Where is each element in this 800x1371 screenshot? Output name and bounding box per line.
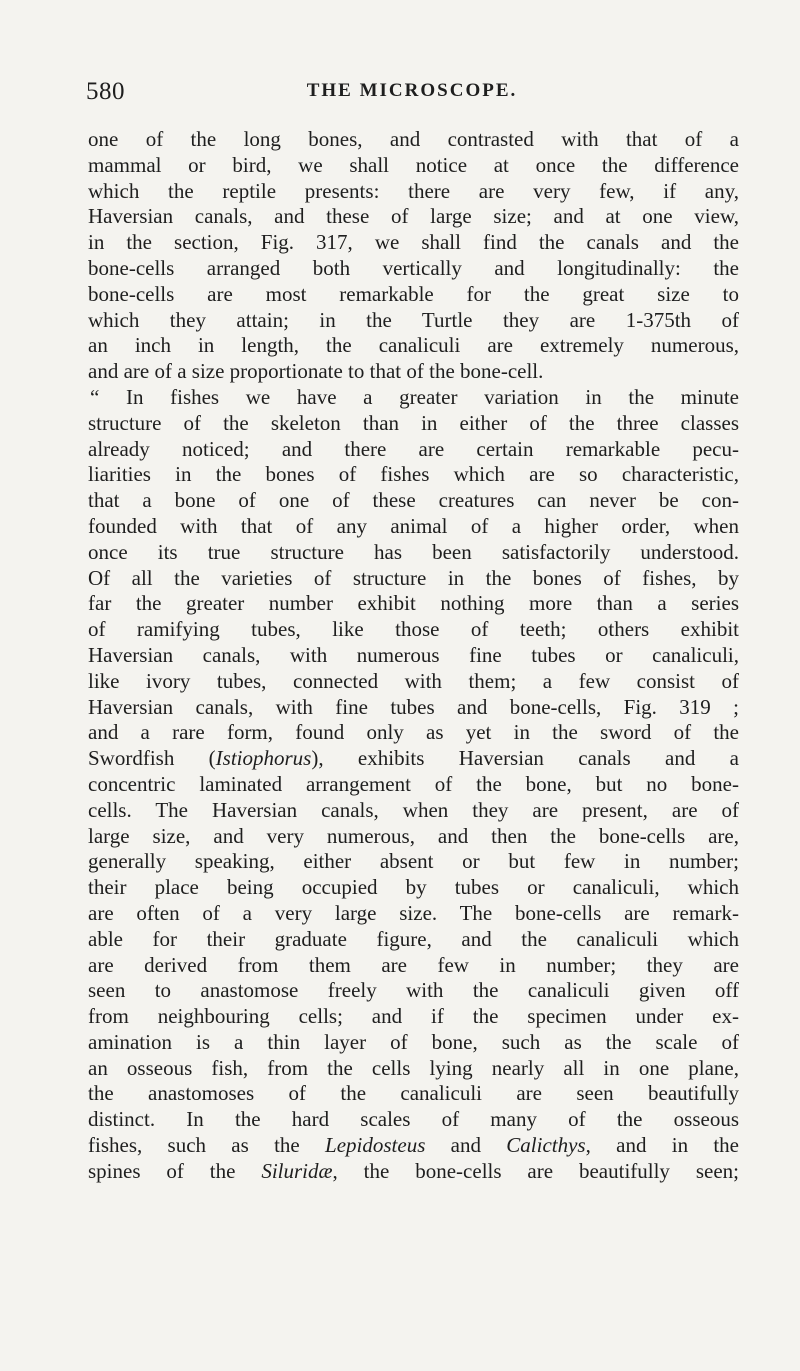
text-segment: fishes, such as the [88,1133,326,1158]
text-line: “ In fishes we have a greater variation in the minute [90,384,739,409]
text-line: structure of the skeleton than in either of the three classes [88,410,739,435]
text-line: an inch in length, the canaliculi are extremely numerous, [88,333,739,358]
text-line: an osseous fish, from the cells lying nearly all in one plane, [88,1055,739,1080]
italic-term-istiophorus: Istiophorus [215,746,312,771]
text-line: that a bone of one of these creatures can never be con- [88,488,739,513]
text-segment: , the bone-cells are beautifully seen; [332,1158,739,1183]
text-line: from neighbouring cells; and if the specimen under ex- [88,1004,739,1029]
text-line: generally speaking, either absent or but few in number; [88,849,739,874]
text-line: bone-cells arranged both vertically and longitudinally: the [88,255,739,280]
text-line: of ramifying tubes, like those of teeth; others exhibit [88,617,739,642]
text-segment: and [425,1133,507,1158]
running-title: THE MICROSCOPE. [306,80,518,101]
text-line: large size, and very numerous, and then the bone-cells are, [88,823,739,848]
text-segment: spines of the [88,1158,262,1183]
page-number: 580 [86,78,125,105]
text-line-with-italic [88,1159,739,1185]
text-line: and a rare form, found only as yet in the sword of the [88,720,739,745]
text-line: already noticed; and there are certain remarkable pecu- [88,436,739,461]
text-line: mammal or bird, we shall notice at once the difference [88,152,739,177]
text-line: Haversian canals, with numerous fine tubes or canaliculi, [88,642,739,667]
text-line-with-italic [88,746,739,772]
text-line: founded with that of any animal of a higher order, when [88,513,739,538]
text-line: like ivory tubes, connected with them; a few consist of [88,668,739,693]
text-line: their place being occupied by tubes or canaliculi, which [88,875,739,900]
text-line: and are of a size proportionate to that of the bone-cell. [88,359,544,384]
text-line: concentric laminated arrangement of the bone, but no bone- [88,771,739,796]
text-line: which the reptile presents: there are very few, if any, [88,178,739,203]
text-segment: ), exhibits Haversian canals and a [311,746,739,771]
text-segment: , and in the [585,1133,740,1158]
text-line: far the greater number exhibit nothing more than a series [88,591,739,616]
text-segment: Swordfish ( [88,746,216,771]
text-line: one of the long bones, and contrasted with that of a [88,127,739,151]
text-line: Of all the varieties of structure in the bones of fishes, by [88,565,739,590]
text-line: amination is a thin layer of bone, such as the scale of [88,1029,739,1054]
text-line: liarities in the bones of fishes which are so characteristic, [88,462,739,487]
text-line-with-italic [88,1133,739,1159]
text-line: cells. The Haversian canals, when they are present, are of [88,797,739,822]
text-line: distinct. In the hard scales of many of the osseous [88,1107,739,1132]
italic-term-siluridae: Siluridæ [261,1158,333,1183]
text-line: Haversian canals, and these of large size; and at one view, [88,204,739,229]
text-line: once its true structure has been satisfactorily understood. [88,539,739,564]
text-line: seen to anastomose freely with the canaliculi given off [88,978,739,1003]
text-line: bone-cells are most remarkable for the great size to [88,281,739,306]
page-header [86,78,738,110]
text-line: are often of a very large size. The bone-cells are remark- [88,900,739,925]
body-text [88,127,739,1185]
text-line: which they attain; in the Turtle they are 1-375th of [88,307,739,332]
text-line: in the section, Fig. 317, we shall find the canals and the [88,230,739,255]
text-line: are derived from them are few in number; they are [88,952,739,977]
text-line: the anastomoses of the canaliculi are seen beautifully [88,1081,739,1106]
text-line: able for their graduate figure, and the canaliculi which [88,926,739,951]
text-line: Haversian canals, with fine tubes and bone-cells, Fig. 319 ; [88,694,739,719]
italic-term-calicthys: Calicthys [506,1133,586,1158]
italic-term-lepidosteus: Lepidosteus [325,1133,426,1158]
